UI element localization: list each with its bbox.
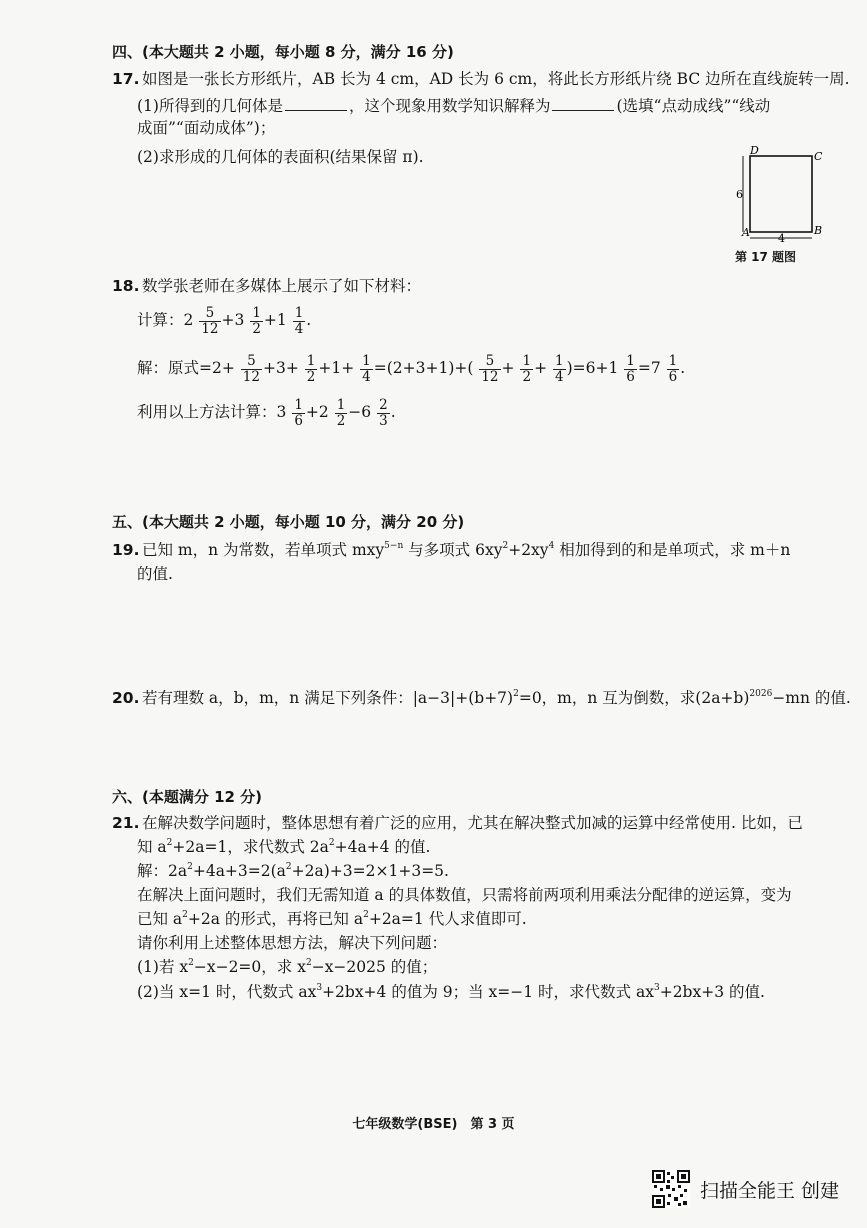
label-a: A [742,226,750,239]
q19-line1: 19. 已知 m，n 为常数，若单项式 mxy$^{5-n}$ 与多项式 $6xy^2+2xy^4$ 相加得到的和是单项式，求 m＋n [112,541,791,559]
q19-line2: 的值. [137,565,173,583]
q21-part2: (2)当 x=1 时，代数式 $ax^3+2bx+4$ 的值为 9；当 x=−1 时，求代数式 $ax^3+2bx+3$ 的值. [137,983,765,1001]
q17-part1: (1)所得到的几何体是 ，这个现象用数学知识解释为 (选填“点动成线”“线动 [137,97,771,115]
q21-line2: 知 $a^2+2a=1$，求代数式 $2a^2+4a+4$ 的值. [137,838,431,856]
section-4-header: 四、(本大题共 2 小题，每小题 8 分，满分 16 分) [112,43,454,61]
fraction: $\frac{1}{4}$ [294,304,304,337]
q17-number: 17. [112,70,140,88]
q21-line5: 已知 $a^2+2a$ 的形式，再将已知 $a^2+2a=1$ 代人求值即可. [137,910,527,928]
fraction: $\frac{5}{12}$ [481,352,499,385]
fraction: $\frac{2}{3}$ [379,396,388,429]
fraction: $\frac{1}{6}$ [668,352,678,385]
q20-number: 20. [112,689,140,707]
q18-line1: 18. 数学张老师在多媒体上展示了如下材料： [112,277,422,295]
fraction: $\frac{5}{12}$ [242,352,260,385]
fraction: $\frac{5}{12}$ [201,304,219,337]
q18-calc: 计算：2 $\frac{5}{12}$ +3 $\frac{1}{2}$ +1 $\frac{1}{4}$ . [137,304,312,337]
label-side-ad: 6 [736,188,743,201]
q21-line3: 解：$2a^2+4a+3=2(a^2+2a)+3=2\times 1+3=5$. [137,862,449,880]
section-6-header: 六、(本题满分 12 分) [112,788,263,806]
qr-code-icon [652,1170,690,1208]
fraction: $\frac{1}{2}$ [522,352,532,385]
scanner-watermark [652,1170,839,1208]
fraction: $\frac{1}{4}$ [555,352,564,385]
q21-line6: 请你利用上述整体思想方法，解决下列问题： [137,934,448,952]
section-5-header: 五、(本大题共 2 小题，每小题 10 分，满分 20 分) [112,513,465,531]
q17-blank-1[interactable] [285,96,347,111]
q17-line1: 17. 如图是一张长方形纸片，AB 长为 4 cm，AD 长为 6 cm，将此长方形纸片绕 BC 边所在直线旋转一周. [112,70,850,88]
q18-task: 利用以上方法计算：3 $\frac{1}{6}$ +2 $\frac{1}{2}$ −6 $\frac{2}{3}$ . [137,396,396,429]
fraction: $\frac{1}{2}$ [336,396,346,429]
q17-part1-cont: 成面”“面动成体”)； [137,119,276,137]
label-b: B [814,224,823,237]
label-side-ab: 4 [778,232,785,245]
fraction: $\frac{1}{4}$ [362,352,371,385]
q21-part1: (1)若 $x^2-x-2=0$，求 $x^2-x-2025$ 的值； [137,958,438,976]
fraction: $\frac{1}{6}$ [626,352,635,385]
q17-part2: (2)求形成的几何体的表面积(结果保留 π). [137,148,424,166]
fraction: $\frac{1}{2}$ [306,352,316,385]
q17-blank-2[interactable] [552,96,614,111]
label-d: D [750,144,759,157]
q21-line1: 21. 在解决数学问题时，整体思想有着广泛的应用，尤其在解决整式加减的运算中经常使用. 比如，已 [112,814,803,832]
q20-line1: 20. 若有理数 a，b，m，n 满足下列条件：$|a-3|+(b+7)^2=0$，m，n 互为倒数，求$(2a+b)^{2026}-mn$ 的值. [112,689,851,707]
fraction: $\frac{1}{6}$ [294,396,303,429]
page-footer: 七年级数学(BSE) 第 3 页 [352,1117,515,1132]
q18-solution: 解：原式=2+ $\frac{5}{12}$ +3+ $\frac{1}{2}$ +1+ $\frac{1}{4}$ =(2+3+1)+( $\frac{5}{12}$ + $\frac{1}{2}$ + $\frac{1}{4}$ )=6+1 $\frac{1}{6}$ =7 $\frac{1}{6}$ . [137,352,686,385]
q21-number: 21. [112,814,140,832]
q17-figure-caption: 第 17 题图 [735,250,797,264]
q18-number: 18. [112,277,140,295]
fraction: $\frac{1}{2}$ [252,304,261,337]
q19-number: 19. [112,541,140,559]
label-c: C [814,150,823,163]
q21-line4: 在解决上面问题时，我们无需知道 a 的具体数值，只需将前两项利用乘法分配律的逆运算，变为 [137,886,792,904]
rectangle-abcd [750,156,812,232]
scanner-text: 扫描全能王 创建 [700,1179,840,1202]
